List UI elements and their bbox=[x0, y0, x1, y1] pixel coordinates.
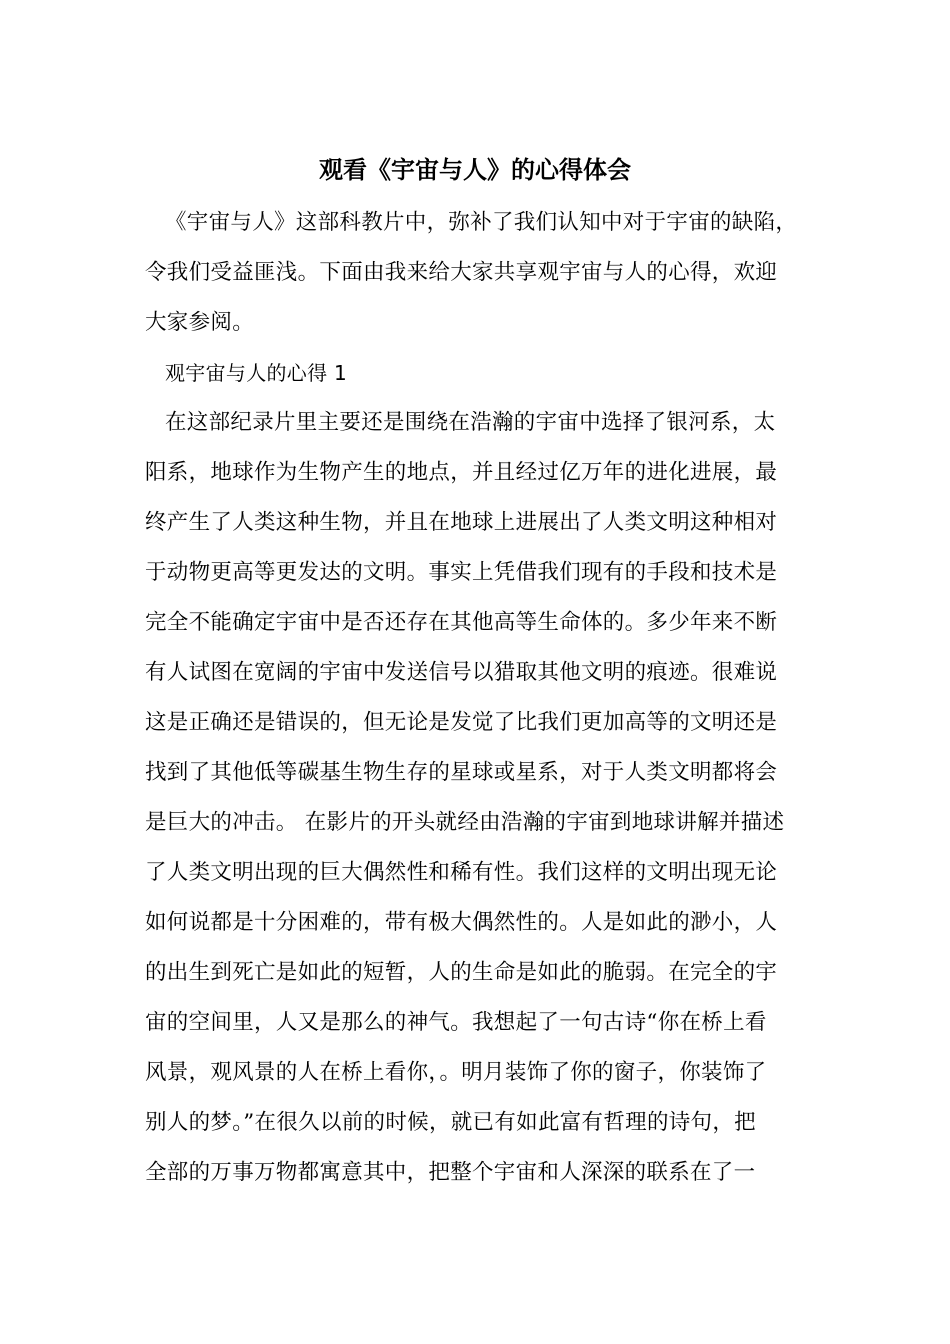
paragraph-line: 有人试图在宽阔的宇宙中发送信号以猎取其他文明的痕迹。很难说 bbox=[145, 660, 778, 685]
paragraph-line: 找到了其他低等碳基生物生存的星球或星系，对于人类文明都将会 bbox=[145, 760, 778, 785]
paragraph-line: 的出生到死亡是如此的短暂，人的生命是如此的脆弱。在完全的宇 bbox=[145, 960, 778, 985]
paragraph-line: 这是正确还是错误的，但无论是发觉了比我们更加高等的文明还是 bbox=[145, 710, 778, 735]
paragraph-line: 大家参阅。 bbox=[145, 310, 255, 335]
paragraph-line: 了人类文明出现的巨大偶然性和稀有性。我们这样的文明出现无论 bbox=[145, 860, 778, 885]
paragraph-line: 在这部纪录片里主要还是围绕在浩瀚的宇宙中选择了银河系，太 bbox=[165, 410, 776, 435]
paragraph-line: 于动物更高等更发达的文明。事实上凭借我们现有的手段和技术是 bbox=[145, 560, 778, 585]
document-body bbox=[145, 198, 815, 1198]
paragraph-line: 全部的万事万物都寓意其中，把整个宇宙和人深深的联系在了一 bbox=[145, 1160, 756, 1185]
paragraph-line: 终产生了人类这种生物，并且在地球上进展出了人类文明这种相对 bbox=[145, 510, 778, 535]
paragraph-line: 别人的梦。”在很久以前的时候，就已有如此富有哲理的诗句，把 bbox=[145, 1110, 756, 1135]
paragraph-line: 完全不能确定宇宙中是否还存在其他高等生命体的。多少年来不断 bbox=[145, 610, 778, 635]
paragraph-line: 阳系，地球作为生物产生的地点，并且经过亿万年的进化进展，最 bbox=[145, 460, 778, 485]
page-title: 观看《宇宙与人》的心得体会 bbox=[319, 155, 631, 184]
section-heading: 观宇宙与人的心得 1 bbox=[165, 361, 348, 385]
paragraph-line: 如何说都是十分困难的，带有极大偶然性的。人是如此的渺小，人 bbox=[145, 910, 778, 935]
paragraph-line: 风景，观风景的人在桥上看你，。明月装饰了你的窗子，你装饰了 bbox=[145, 1060, 767, 1085]
paragraph-line: 令我们受益匪浅。下面由我来给大家共享观宇宙与人的心得，欢迎 bbox=[145, 260, 778, 285]
paragraph-line: 《宇宙与人》这部科教片中，弥补了我们认知中对于宇宙的缺陷， bbox=[165, 210, 798, 235]
paragraph-line: 是巨大的冲击。 在影片的开头就经由浩瀚的宇宙到地球讲解并描述 bbox=[145, 810, 785, 835]
paragraph-line: 宙的空间里，人又是那么的神气。我想起了一句古诗“你在桥上看 bbox=[145, 1010, 767, 1035]
